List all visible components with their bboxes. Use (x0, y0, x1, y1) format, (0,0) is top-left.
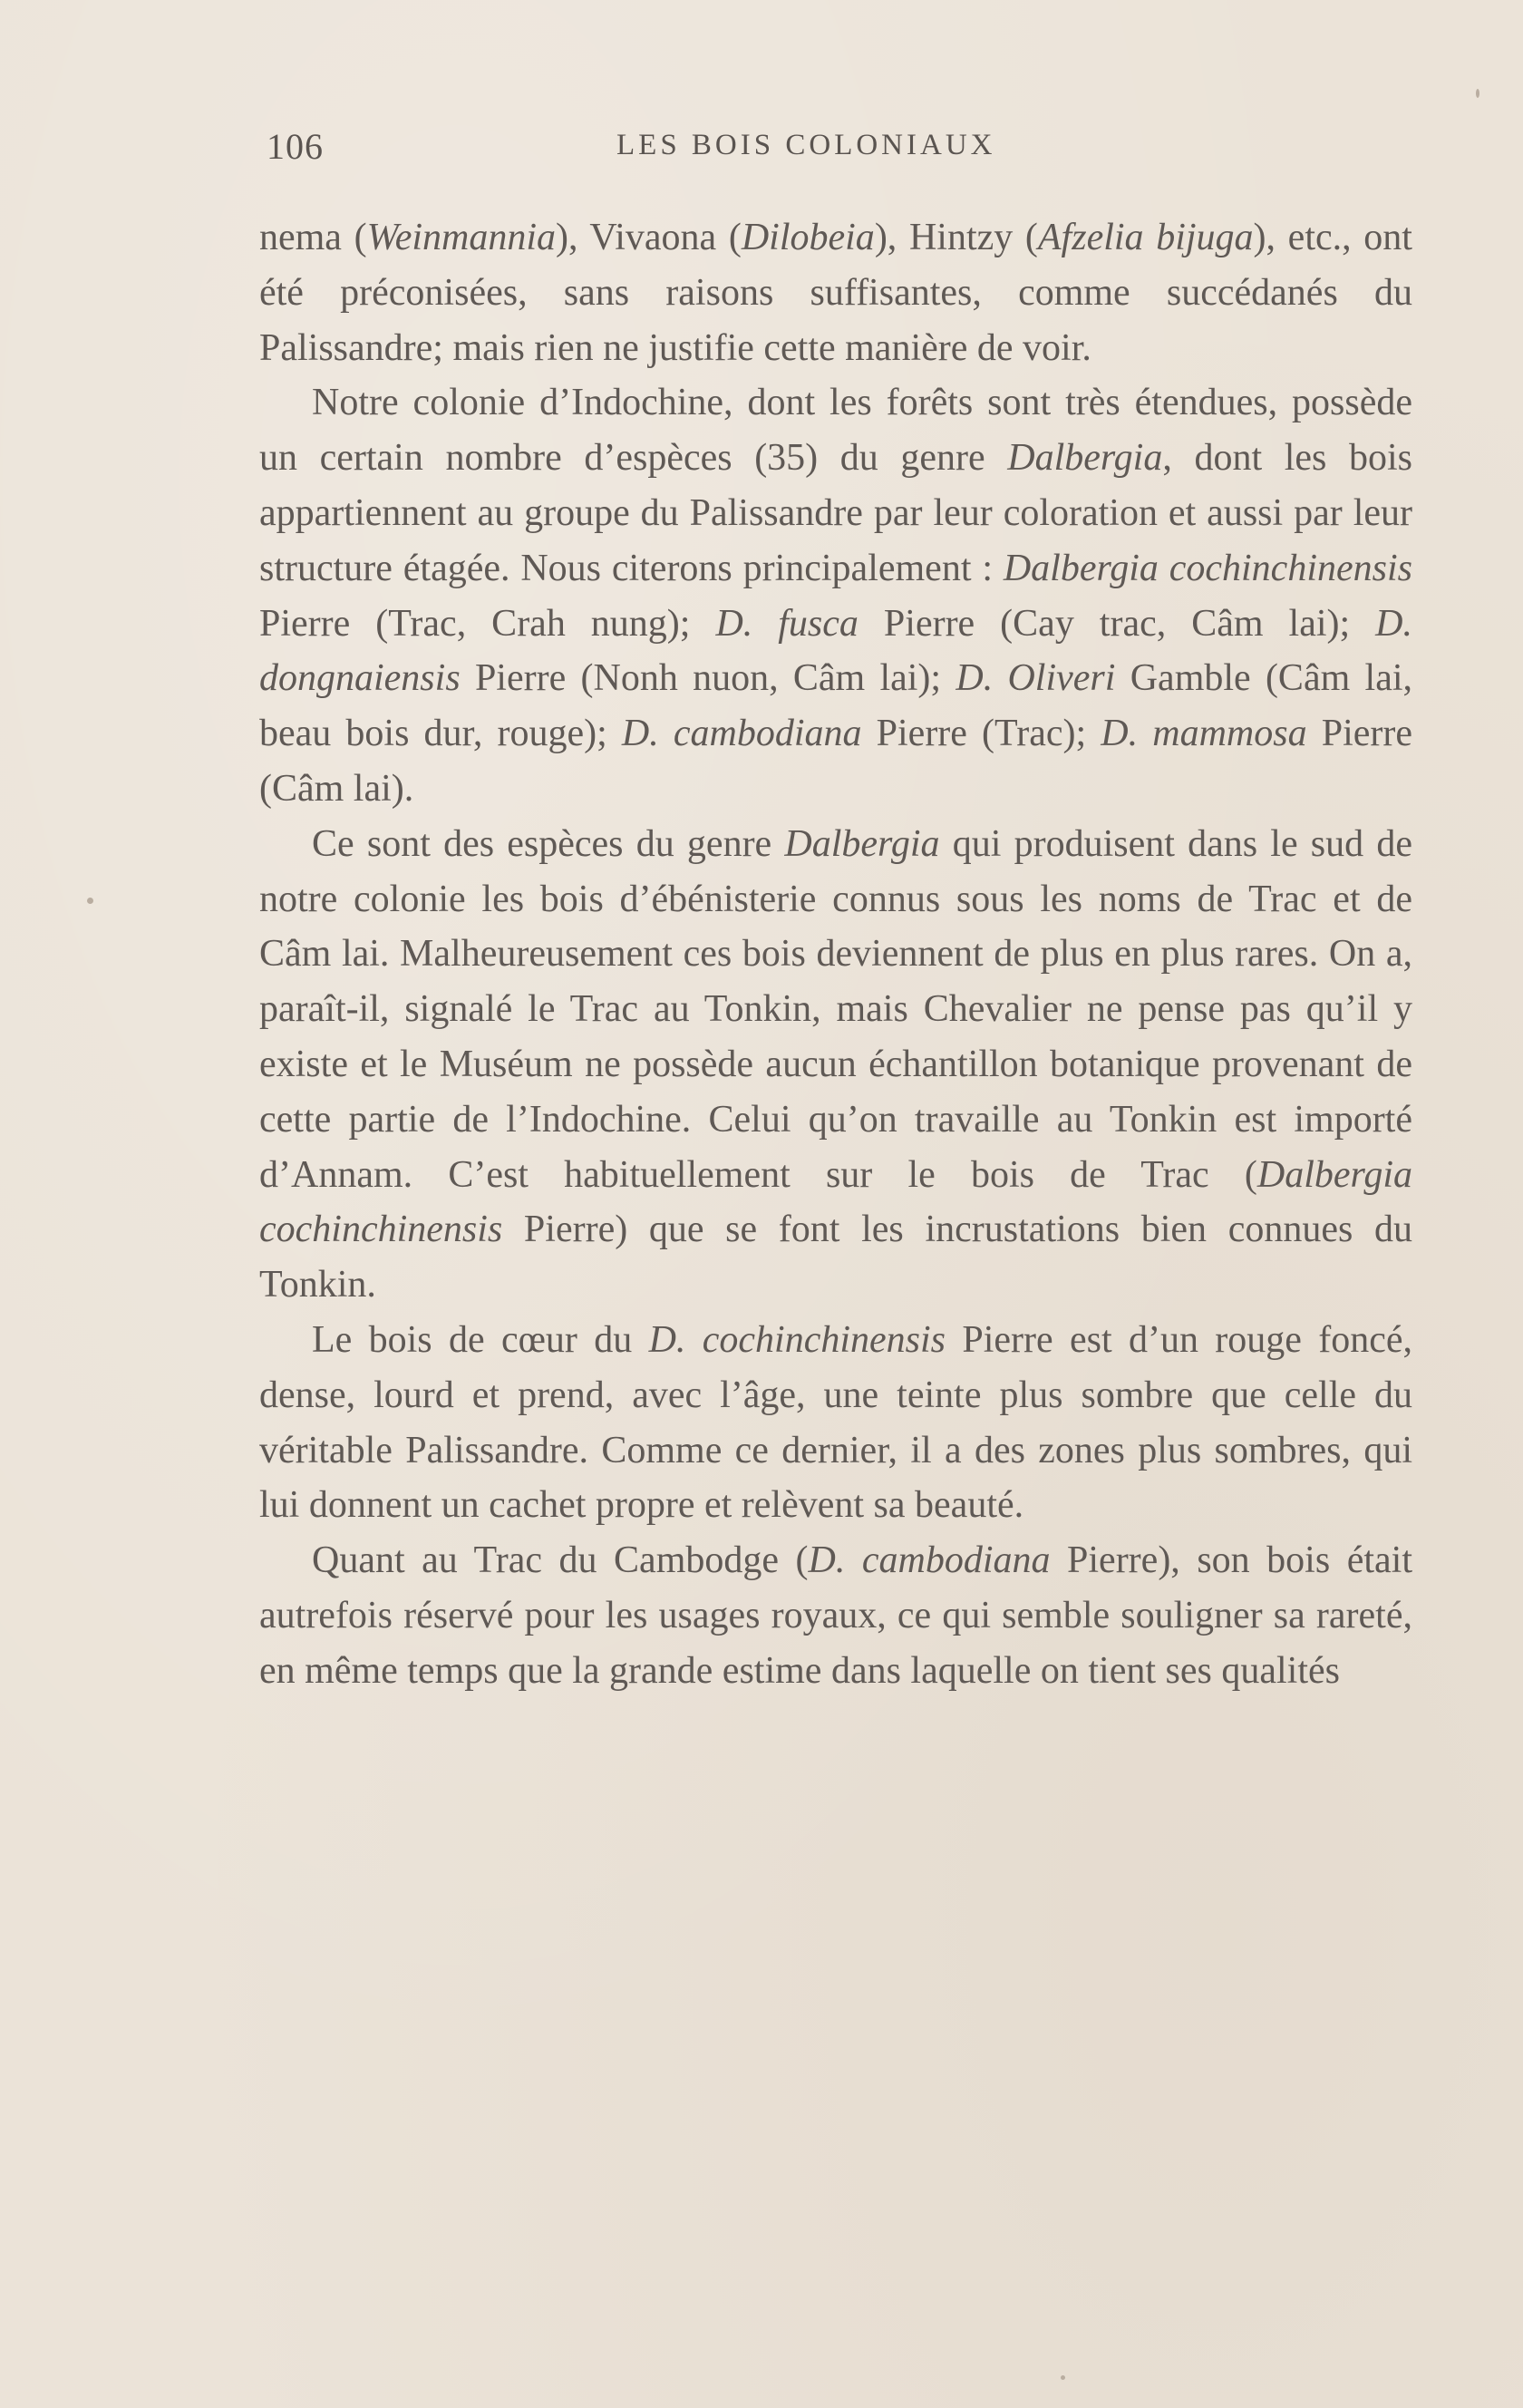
italic-text: Dalbergia (784, 822, 940, 865)
text-run: ), Hintzy ( (874, 217, 1038, 258)
italic-text: Dalbergia cochinchinensis (259, 1153, 1412, 1251)
italic-text: Dalbergia (1007, 437, 1163, 480)
italic-text: D. Oliveri (956, 657, 1116, 700)
italic-text: D. mammosa (1101, 713, 1307, 755)
paragraph (259, 817, 1412, 1313)
italic-text: D. fusca (715, 602, 859, 645)
text-run: Quant au Trac du Cambodge ( (312, 1539, 809, 1582)
italic-text: Weinmannia (366, 217, 557, 258)
paragraph (259, 210, 1412, 375)
page-number: 106 (267, 126, 324, 167)
text-run: Pierre), son bois était autrefois réservé pour les usages royaux, ce qui semble souligner sa rareté, en même temps que la grande estime dans laquelle on tient ses qualités (259, 1539, 1412, 1692)
text-run: Pierre (Câm lai). (259, 713, 1413, 810)
running-title: LES BOIS COLONIAUX (616, 129, 996, 161)
text-run: Pierre (Trac); (861, 713, 1101, 755)
paper-speck (1061, 2375, 1065, 2380)
text-run: Gamble (Câm lai, beau bois dur, rouge); (259, 657, 1413, 755)
text-run: Pierre (Trac, Crah nung); (259, 602, 716, 645)
italic-text: Afzelia bijuga (1037, 217, 1254, 258)
text-run: Pierre est d’un rouge foncé, dense, lourd et prend, avec l’âge, une teinte plus sombre que celle du véritable Palissandre. Comme ce dernier, il a des zones plus sombres, qui lui donnent un cachet propre et relèvent sa beauté. (259, 1318, 1412, 1527)
italic-text: D. cambodiana (808, 1539, 1051, 1582)
text-run: , dont les bois appartiennent au groupe du Palissandre par leur coloration et aussi par leur structure étagée. Nous citerons principalement : (259, 437, 1413, 589)
text-run: ), etc., ont été préconisées, sans raisons suffisantes, comme succédanés du Palissandre; mais rien ne justifie cette manière de voir. (259, 217, 1412, 369)
text-run: Pierre (Cay trac, Câm lai); (858, 602, 1376, 645)
text-run: Notre colonie d’Indochine, dont les forêts sont très étendues, possède un certain nombre d’espèces (35) du genre (259, 382, 1412, 480)
text-run: Ce sont des espèces du genre (312, 822, 785, 865)
text-run: ), Vivaona ( (556, 217, 742, 258)
paper-speck (1476, 89, 1479, 98)
italic-text: D. cochinchinensis (648, 1318, 946, 1361)
paper-speck (87, 898, 93, 904)
text-run: nema ( (259, 217, 367, 258)
italic-text: Dilobeia (741, 217, 875, 258)
text-run: Le bois de cœur du (312, 1318, 649, 1361)
text-run: Pierre (Nonh nuon, Câm lai); (460, 657, 956, 700)
italic-text: Dalbergia cochinchinensis (1003, 547, 1412, 589)
running-head (263, 125, 1414, 180)
paragraph (259, 375, 1412, 816)
italic-text: D. dongnaiensis (259, 602, 1413, 700)
text-run: qui produisent dans le sud de notre colonie les bois d’ébénisterie connus sous les noms de Trac et de Câm lai. Malheureusement ces bois deviennent de plus en plus rares. On a, paraît-il, signalé le Trac au Tonkin, mais Chevalier ne pense pas qu’il y existe et le Muséum ne possède aucun échantillon botanique provenant de cette partie de l’Indochine. Celui qu’on travaille au Tonkin est importé d’Annam. C’est habituellement sur le bois de Trac ( (259, 822, 1412, 1196)
italic-text: D. cambodiana (621, 713, 862, 755)
paragraph (259, 1533, 1412, 1698)
text-run: Pierre) que se font les incrustations bien connues du Tonkin. (259, 1209, 1412, 1306)
body-text (259, 210, 1412, 1699)
paragraph (259, 1313, 1412, 1533)
